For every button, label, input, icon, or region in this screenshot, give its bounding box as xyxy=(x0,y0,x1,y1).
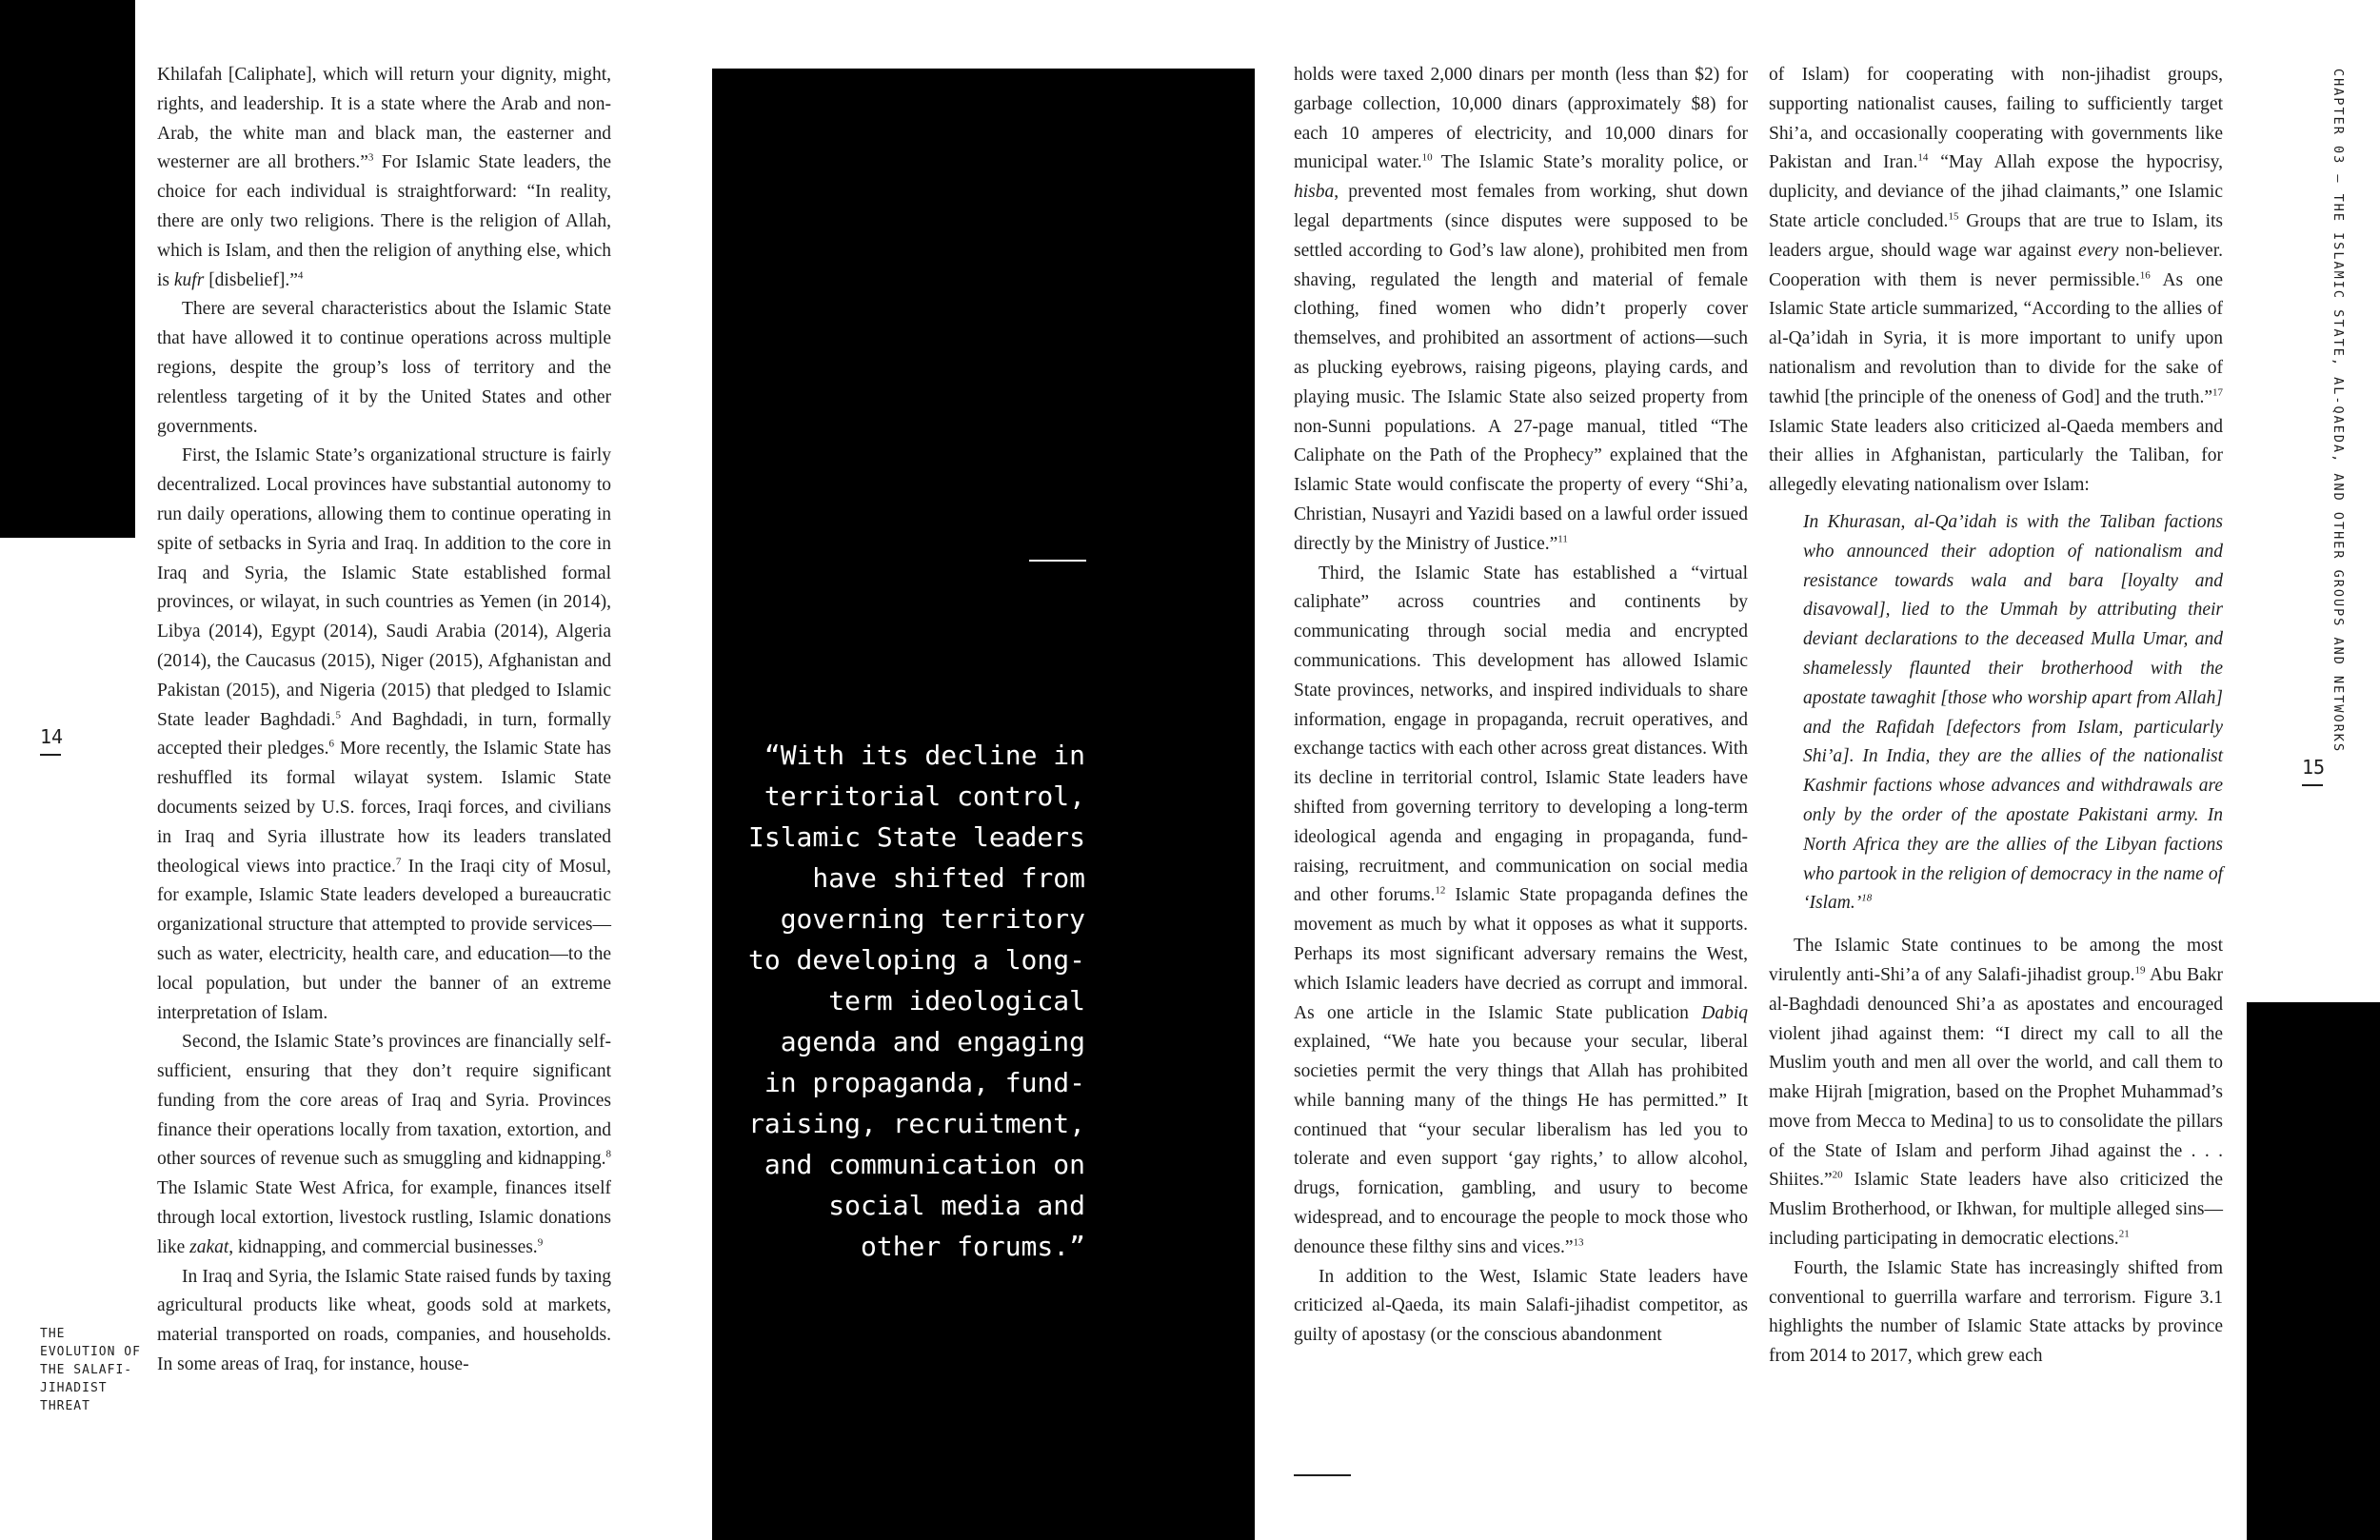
footnote-ref: 13 xyxy=(1573,1236,1584,1249)
paragraph: of Islam) for cooperating with non-jihadist groups, supporting nationalist causes, failing to sufficiently target Shi’a, and occasionally cooperating with governments like Pakistan and Iran.$^{14}$ “May Allah expose the hypocrisy, duplicity, and deviance of the jihad claimants,” one Islamic State article concluded.$^{15}$ Groups that are true to Islam, its leaders argue, should wage war against every non-believer. Cooperation with them is never permissible.$^{16}$ As one Islamic State article summarized, “According to the allies of al-Qa’idah in Syria, it is more important to unify upon nationalism and revolution than to divide for the sake of tawhid [the principle of the oneness of God] and the truth.”$^{17}$ Islamic State leaders also criticized al-Qaeda members and their allies in Afghanistan, particularly the Taliban, for allegedly elevating nationalism over Islam: xyxy=(1769,65,2224,496)
footnote-ref: 12 xyxy=(1435,884,1446,897)
footnote-ref: 8 xyxy=(605,1148,611,1160)
paragraph: Fourth, the Islamic State has increasingly shifted from conventional to guerrilla warfare and terrorism. Figure 3.1 highlights the number of Islamic State attacks by province from 2014 to 2017, which grew each xyxy=(1769,1257,2223,1367)
footnote-ref: 15 xyxy=(1948,210,1959,223)
footnote-ref: 7 xyxy=(395,856,402,868)
emphasis: zakat xyxy=(189,1236,229,1257)
paragraph: Khilafah [Caliphate], which will return your dignity, might, rights, and leadership. It is a state where the Arab and non-Arab, the white man and black man, the easterner and westerner are all brothers.”$^3$ For Islamic State leaders, the choice for each individual is straightforward: “In reality, there are only two religions. There is the religion of Allah, which is Islam, and then the religion of anything else, which is kufr [disbelief].”$^4$ xyxy=(157,65,612,290)
emphasis: every xyxy=(2078,240,2119,261)
paragraph: In addition to the West, Islamic State leaders have criticized al-Qaeda, its main Salafi-jihadist competitor, as guilty of apostasy (or the conscious abandonment xyxy=(1294,1266,1748,1346)
footnote-ref: 17 xyxy=(2212,386,2223,399)
footnote-ref: 21 xyxy=(2118,1228,2130,1240)
right-page-number: 15 xyxy=(2302,756,2326,779)
left-page-number: 14 xyxy=(40,725,64,748)
paragraph: There are several characteristics about the Islamic State that have allowed it to continue operations across multiple regions, despite the group’s loss of territory and the relentless targeting of it by the United States and other governments. xyxy=(157,299,611,437)
paragraph: Second, the Islamic State’s provinces are financially self-sufficient, ensuring that they don’t require significant funding from the core areas of Iraq and Syria. Provinces finance their operations locally from taxation, extortion, and other sources of revenue such as smuggling and kidnapping.$^8$ The Islamic State West Africa, for example, finances itself through local extortion, livestock rustling, Islamic donations like zakat, kidnapping, and commercial businesses.$^9$ xyxy=(157,1032,611,1257)
footnote-ref: 16 xyxy=(2139,269,2151,282)
paragraph: Third, the Islamic State has established a “virtual caliphate” across countries and continents by communicating through social media and encrypted communications. This development has allowed Islamic State provinces, networks, and inspired individuals to share information, engage in propaganda, recruit operatives, and exchange tactics with each other across great distances. With its decline in territorial control, Islamic State leaders have shifted from governing territory to developing a long-term ideological agenda and engaging in propaganda, fund-raising, recruitment, and communication on social media and other forums.$^{12}$ Islamic State propaganda defines the movement as much by what it opposes as what it supports. Perhaps its most significant adversary remains the West, which Islamic leaders have decried as corrupt and immoral. As one article in the Islamic State publication Dabiq explained, “We hate you because your secular, liberal societies permit the very things that Allah has prohibited while banning many of the things He has permitted.” It continued that “your secular liberalism has led you to tolerate and even support ‘gay rights,’ to allow alcohol, drugs, fornication, gambling, and usury to become widespread, and to encourage the people to mock those who denounce these filthy sins and vices.”$^{13}$ xyxy=(1294,563,1748,1257)
running-title: THE EVOLUTION OF THE SALAFI-JIHADIST THREAT xyxy=(40,1327,141,1413)
emphasis: kufr xyxy=(173,269,205,290)
footnote-ref: 20 xyxy=(1832,1169,1843,1181)
right-page-column-2 xyxy=(1769,61,2223,1372)
emphasis: Dabiq xyxy=(1701,1002,1748,1023)
footnote-ref: 14 xyxy=(1917,151,1929,164)
pull-quote-rule xyxy=(1029,560,1086,562)
footnote-ref: 5 xyxy=(335,709,342,721)
footnote-ref: 11 xyxy=(1557,533,1568,545)
footnote-ref: 4 xyxy=(297,269,304,282)
right-page-column-1 xyxy=(1294,61,1748,1351)
pull-quote-panel xyxy=(712,69,1255,1540)
footnote-ref: 19 xyxy=(2134,964,2146,977)
paragraph: In Iraq and Syria, the Islamic State raised funds by taxing agricultural products like wheat, goods sold at markets, material transported on roads, companies, and households. In some areas of Iraq, for instance, house- xyxy=(157,1266,611,1375)
left-corner-block xyxy=(0,0,135,538)
pull-quote: “With its decline in territorial control, Islamic State leaders have shifted from governing territory to developing a long-term ideological agenda and engaging in propaganda, fund-raising, recruitment, and communication on social media and other forums.” xyxy=(747,740,1085,1262)
block-quote: In Khurasan, al-Qa’idah is with the Taliban factions who announced their adoption of nationalism and resistance towards wala and bara [loyalty and disavowal], lied to the Ummah by attributing their deviant declarations to the deceased Mulla Umar, and shamelessly flaunted their brotherhood with the apostate tawaghit [those who worship apart from Allah] and the Rafidah [defectors from Islam, particularly Shi’a]. In India, they are the allies of the nationalist Kashmir factions whose advances and withdrawals are only by the order of the apostate Pakistani army. In North Africa they are the allies of the Libyan factions who partook in the religion of democracy in the name of ‘Islam.’$^{18}$ xyxy=(1803,511,2223,914)
paragraph: First, the Islamic State’s organizational structure is fairly decentralized. Local provinces have substantial autonomy to run daily operations, allowing them to continue operating in spite of setbacks in Syria and Iraq. In addition to the core in Iraq and Syria, the Islamic State established formal provinces, or wilayat, in such countries as Yemen (in 2014), Libya (2014), Egypt (2014), Saudi Arabia (2014), Algeria (2014), the Caucasus (2015), Niger (2015), Afghanistan and Pakistan (2015), and Nigeria (2015) that pledged to Islamic State leader Baghdadi.$^5$ And Baghdadi, in turn, formally accepted their pledges.$^6$ More recently, the Islamic State has reshuffled its formal wilayat system. Islamic State documents seized by U.S. forces, Iraqi forces, and civilians in Iraq and Syria illustrate how its leaders translated theological views into practice.$^7$ In the Iraqi city of Mosul, for example, Islamic State leaders developed a bureaucratic organizational structure that attempted to provide services—such as water, electricity, health care, and education—to the local population, but under the banner of an extreme interpretation of Islam. xyxy=(157,445,612,1023)
left-page-body xyxy=(157,61,611,1380)
chapter-title: CHAPTER 03 – THE ISLAMIC STATE, AL-QAEDA, AND OTHER GROUPS AND NETWORKS xyxy=(2330,69,2346,754)
paragraph: The Islamic State continues to be among the most virulently anti-Shi’a of any Salafi-jihadist group.$^{19}$ Abu Bakr al-Baghdadi denounced Shi’a as apostates and encouraged violent jihad against them: “I direct my call to all the Muslim youth and men all over the world, and call them to make Hijrah [migration, based on the Prophet Muhammad’s move from Mecca to Medina] to us to consolidate the pillars of the State of Islam and perform Jihad against the . . . Shiites.”$^{20}$ Islamic State leaders have also criticized the Muslim Brotherhood, or Ikhwan, for multiple alleged sins—including participating in democratic elections.$^{21}$ xyxy=(1769,936,2224,1250)
footnote-ref: 10 xyxy=(1421,151,1433,164)
emphasis: hisba xyxy=(1294,182,1335,203)
column-end-rule xyxy=(1294,1474,1351,1476)
footnote-ref: 3 xyxy=(367,151,374,164)
right-page-number-rule xyxy=(2302,784,2323,786)
right-corner-block xyxy=(2247,1002,2380,1540)
footnote-ref: 6 xyxy=(328,738,334,750)
footnote-ref: 9 xyxy=(537,1236,544,1249)
paragraph: holds were taxed 2,000 dinars per month (less than $2) for garbage collection, 10,000 dinars (approximately $8) for each 10 amperes of electricity, and 10,000 dinars for municipal water.$^{10}$ The Islamic State’s morality police, or hisba, prevented most females from working, shut down legal departments (since disputes were supposed to be settled according to God’s law alone), prohibited men from shaving, regulated the length and material of female clothing, fined women who didn’t properly cover themselves, and prohibited an assortment of actions—such as plucking eyebrows, raising pigeons, playing cards, and playing music. The Islamic State also seized property from non-Sunni populations. A 27-page manual, titled “The Caliphate on the Path of the Prophecy” explained that the Islamic State would confiscate the property of every “Shi’a, Christian, Nusayri and Yazidi based on a lawful order issued directly by the Ministry of Justice.”$^{11}$ xyxy=(1294,65,1748,554)
footnote-ref: 18 xyxy=(1861,892,1873,904)
left-page-number-rule xyxy=(40,754,61,756)
